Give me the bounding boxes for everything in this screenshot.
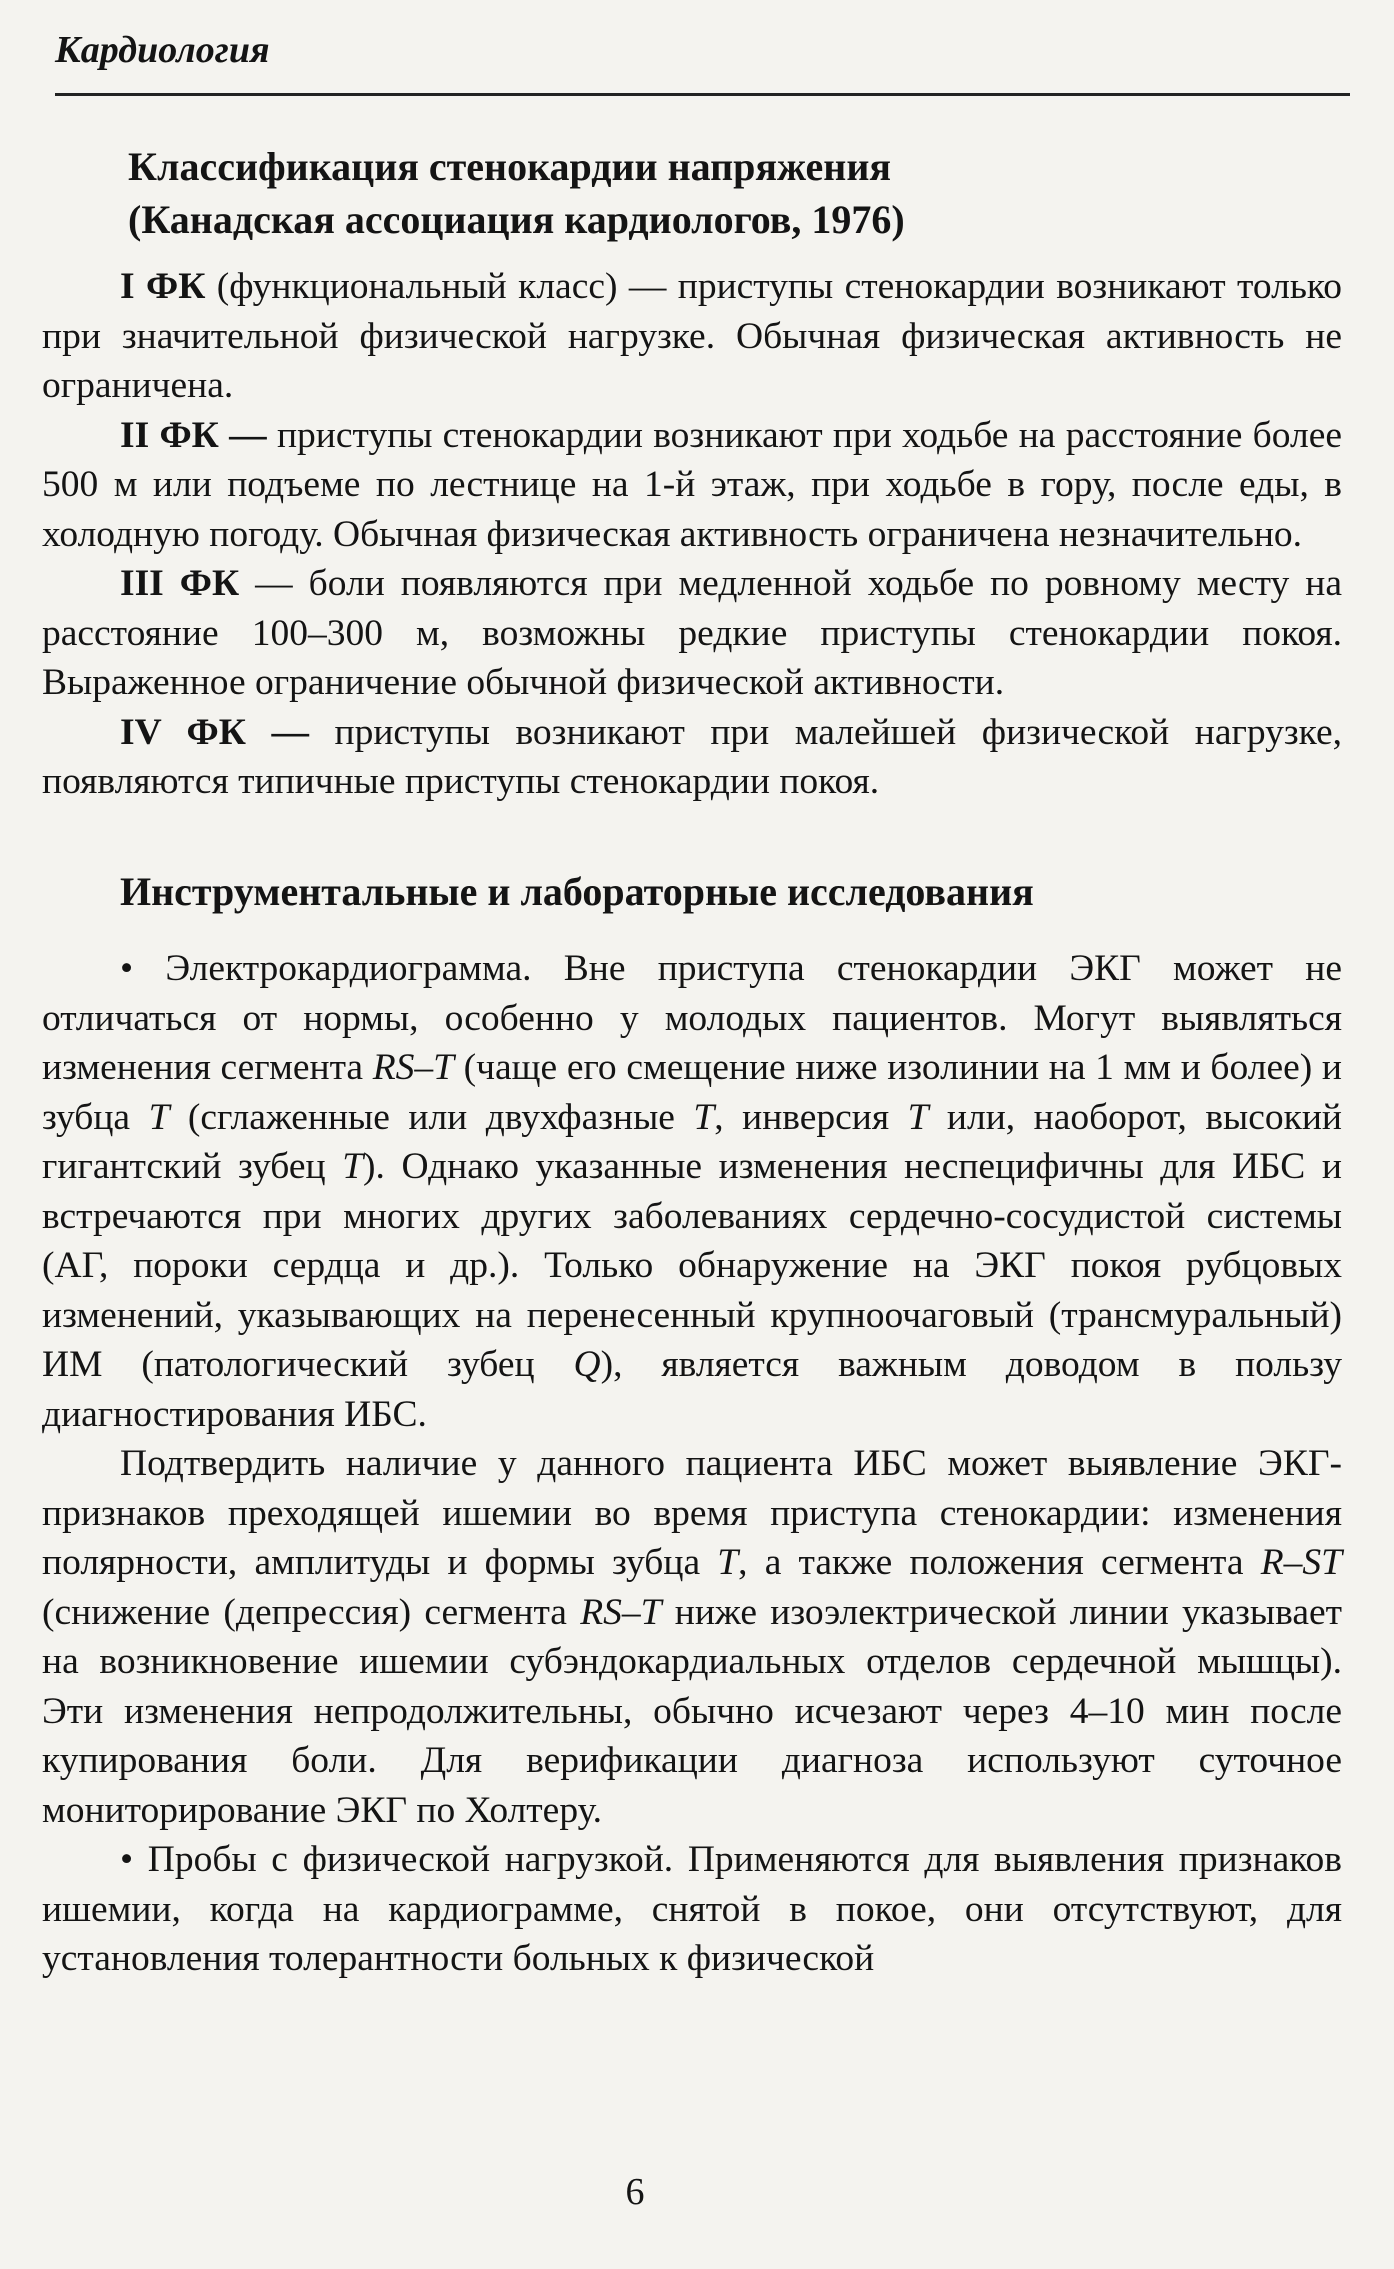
class-4-text: приступы возникают при малейшей физической нагрузке, появляются типичные приступы стенокардии покоя. [42, 711, 1342, 802]
confirm-text-3: (снижение (депрессия) сегмента [42, 1591, 581, 1633]
ecg-wave-t-1: T [148, 1096, 170, 1138]
confirm-segment-rst-2: RS–T [580, 1591, 662, 1633]
stress-test-paragraph: • Пробы с физической нагрузкой. Применяются для выявления признаков ишемии, когда на кардиограмме, снятой в покое, они отсутствуют, для установления толерантности больных к физической [42, 1839, 1342, 1979]
class-4-paragraph [42, 708, 1342, 807]
ecg-text-6: ). Однако указанные изменения неспецифичны для ИБС и встречаются при многих других заболеваниях сердечно-сосудистой системы (АГ, пороки сердца и др.). Только обнаружение на ЭКГ покоя рубцовых изменений, указывающих на перенесенный крупноочаговый (трансмуральный) ИМ (патологический зубец [42, 1146, 1342, 1385]
header-rule [55, 93, 1350, 96]
class-4-label: IV ФК — [120, 711, 309, 753]
class-1-paragraph [42, 262, 1342, 411]
confirm-segment-rst-1: R–ST [1260, 1542, 1342, 1583]
ecg-text-5: или, наоборот, высокий гигантский зубец [42, 1096, 1343, 1187]
ecg-wave-t-2: T [693, 1096, 715, 1138]
page-content [42, 140, 1342, 1984]
class-3-text: — боли появляются при медленной ходьбе по ровному месту на расстояние 100–300 м, возможны редкие приступы стенокардии покоя. Выраженное ограничение обычной физической активности. [42, 563, 1342, 703]
ecg-text-4: , инверсия [714, 1096, 908, 1138]
class-1-label: I ФК [120, 266, 206, 307]
confirm-text-2: , а также положения сегмента [738, 1542, 1261, 1583]
class-2-text: приступы стенокардии возникают при ходьбе на расстояние более 500 м или подъеме по лестнице на 1-й этаж, при ходьбе в гору, после еды, в холодную погоду. Обычная физическая активность ограничена незначительно. [42, 414, 1342, 555]
confirm-text-4: ниже изоэлектрической линии указывает на возникновение ишемии субэндокардиальных отделов сердечной мышцы). Эти изменения непродолжительны, обычно исчезают через 4–10 мин после купирования боли. Для верификации диагноза используют суточное мониторирование ЭКГ по Холтеру. [42, 1591, 1342, 1831]
class-2-label: II ФК — [120, 414, 267, 456]
class-1-text: (функциональный класс) — приступы стенокардии возникают только при значительной физической нагрузке. Обычная физическая активность не ограничена. [42, 266, 1343, 406]
confirm-text-1: Подтвердить наличие у данного пациента ИБС может выявление ЭКГ-признаков преходящей ишемии во время приступа стенокардии: изменения полярности, амплитуды и формы зубца [42, 1443, 1342, 1583]
ecg-wave-t-3: T [907, 1096, 929, 1138]
title-line-2: (Канадская ассоциация кардиологов, 1976) [128, 197, 905, 242]
ecg-segment-rst: RS–T [372, 1047, 454, 1088]
class-2-paragraph [42, 411, 1342, 560]
ecg-text-1: • Электрокардиограмма. Вне приступа стенокардии ЭКГ может не отличаться от нормы, особенно у молодых пациентов. Могут выявляться изменения сегмента [42, 948, 1342, 1088]
section-title: Инструментальные и лабораторные исследования [120, 868, 1034, 914]
confirm-wave-t: T [717, 1542, 739, 1583]
title-line-1: Классификация стенокардии напряжения [128, 144, 892, 189]
confirm-paragraph [42, 1439, 1342, 1835]
ecg-text-2: (чаще его смещение ниже изолинии на 1 мм и более) и зубца [42, 1047, 1342, 1138]
ecg-wave-q: Q [573, 1344, 601, 1385]
classification-title [128, 140, 1342, 246]
class-3-label: III ФК [120, 563, 240, 604]
class-3-paragraph [42, 559, 1342, 708]
ecg-text-3: (сглаженные или двухфазные [169, 1096, 694, 1138]
ecg-wave-t-4: T [342, 1146, 364, 1187]
running-head: Кардиология [55, 29, 270, 71]
page-number: 6 [625, 2171, 645, 2213]
ecg-paragraph [42, 944, 1342, 1439]
ecg-text-7: ), является важным доводом в пользу диагностирования ИБС. [42, 1344, 1342, 1435]
